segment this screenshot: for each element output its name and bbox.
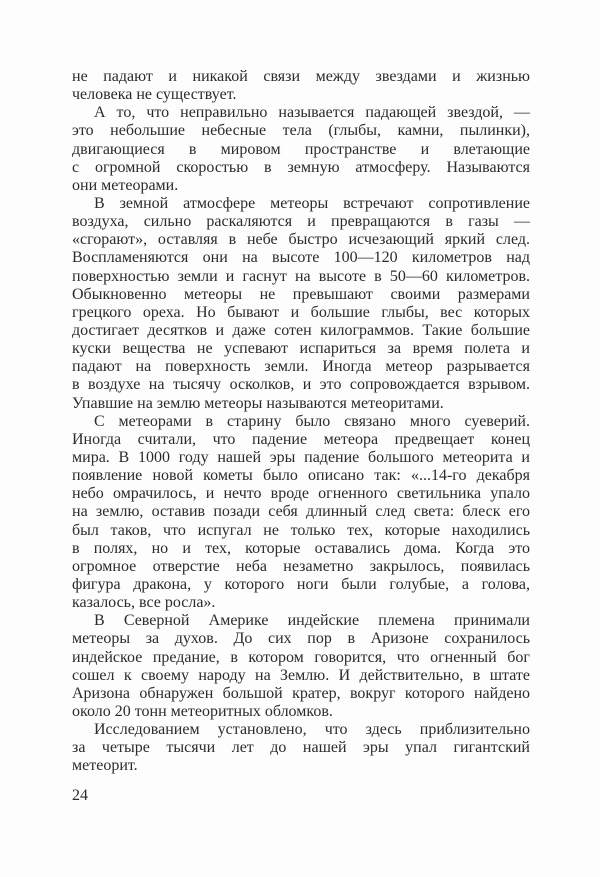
- text-line: не падают и никакой связи между звездами и жизнью: [72, 68, 530, 85]
- text-line: В земной атмосфере метеоры встречают сопротивление: [94, 194, 530, 212]
- text-line: метеоры за духов. До сих пор в Аризоне сохранилось: [72, 630, 530, 648]
- text-line: был таков, что испугал не только тех, которые находились: [72, 521, 530, 539]
- text-line: А то, что неправильно называется падающей звездой, —: [94, 104, 530, 122]
- text-line: в воздухе на тысячу осколков, и это сопровождается взрывом.: [72, 376, 530, 394]
- text-line: С метеорами в старину было связано много суеверий.: [94, 412, 530, 430]
- text-line: падают на поверхность земли. Иногда метеор разрывается: [72, 358, 530, 376]
- paragraph: [72, 195, 530, 413]
- text-line: двигающиеся в мировом пространстве и влетающие: [72, 140, 530, 158]
- text-line: появление новой кометы было описано так: «...14-го декабря: [72, 467, 530, 485]
- text-line: поверхностью земли и гаснут на высоте в 50—60 километров.: [72, 267, 530, 285]
- text-line: небо омрачилось, и нечто вроде огненного светильника упало: [72, 485, 530, 503]
- text-line: Иногда считали, что падение метеора предвещает конец: [72, 430, 530, 448]
- text-line: на землю, оставив позади себя длинный след света: блеск его: [72, 503, 530, 521]
- text-line: Упавшие на землю метеоры называются метеоритами.: [72, 394, 444, 412]
- text-line: достигает десятков и даже сотен килограммов. Такие большие: [72, 321, 530, 339]
- text-line: «сгорают», оставляя в небе быстро исчезающий яркий след.: [72, 231, 530, 249]
- text-line: с огромной скоростью в земную атмосферу. Называются: [72, 158, 530, 176]
- paragraph: [72, 413, 530, 613]
- paragraph: [72, 68, 530, 104]
- text-line: около 20 тонн метеоритных обломков.: [72, 702, 333, 720]
- text-line: грецкого ореха. Но бывают и большие глыбы, вес которых: [72, 303, 530, 321]
- text-line: сошел к своему народу на Землю. И действительно, в штате: [72, 666, 530, 684]
- text-line: Аризона обнаружен большой кратер, вокруг которого найдено: [72, 684, 530, 702]
- text-line: огромное отверстие неба незаметно закрылось, появилась: [72, 557, 530, 575]
- text-line: мира. В 1000 году нашей эры падение большого метеорита и: [72, 448, 530, 466]
- text-line: в полях, но и тех, которые оставались дома. Когда это: [72, 539, 530, 557]
- text-line: куски вещества не успевают испариться за время полета и: [72, 340, 530, 358]
- text-line: казалось, все росла».: [72, 594, 216, 612]
- text-line: Воспламеняются они на высоте 100—120 километров над: [72, 249, 530, 267]
- text-line: индейское предание, в котором говорится, что огненный бог: [72, 648, 530, 666]
- text-line: это небольшие небесные тела (глыбы, камни, пылинки),: [72, 122, 530, 140]
- text-line: метеорит.: [72, 757, 138, 775]
- text-line: Обыкновенно метеоры не превышают своими размерами: [72, 285, 530, 303]
- paragraph: [72, 612, 530, 721]
- text-line: человека не существует.: [72, 86, 237, 104]
- text-line: воздуха, сильно раскаляются и превращаются в газы —: [72, 213, 530, 231]
- paragraph: [72, 721, 530, 775]
- text-line: за четыре тысячи лет до нашей эры упал гигантский: [72, 739, 530, 757]
- paragraph: [72, 104, 530, 195]
- text-line: фигура дракона, у которого ноги были голубые, а голова,: [72, 575, 530, 593]
- text-line: Исследованием установлено, что здесь приблизительно: [94, 721, 530, 739]
- text-line: они метеорами.: [72, 176, 179, 194]
- body-text: [72, 68, 530, 775]
- page-number: 24: [72, 787, 88, 804]
- text-line: В Северной Америке индейские племена принимали: [94, 612, 530, 630]
